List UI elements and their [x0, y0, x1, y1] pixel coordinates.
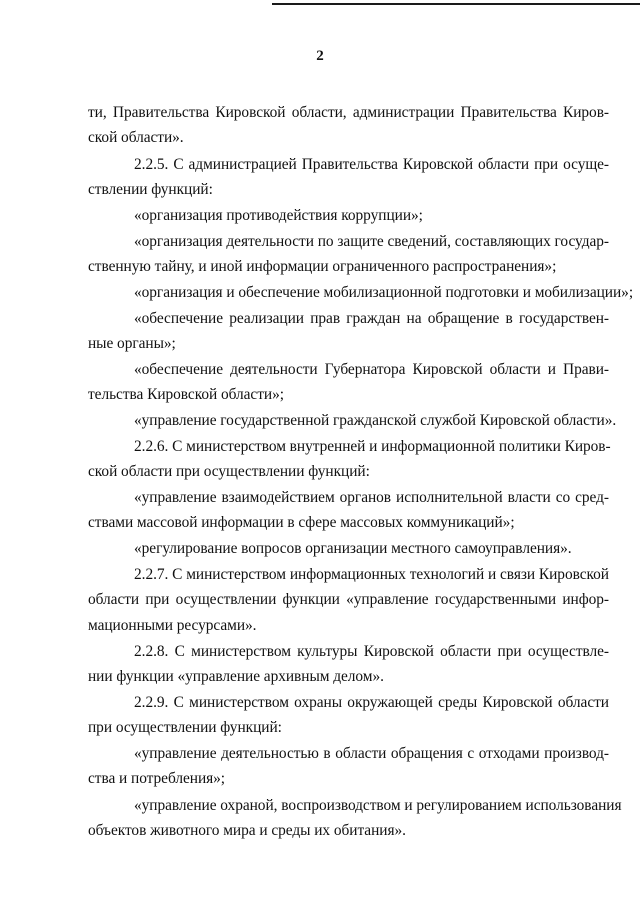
text-line: ственную тайну, и иной информации ограниченного распространения»;	[88, 258, 557, 275]
text-line: «обеспечение деятельности Губернатора Кировской области и Прави-	[134, 361, 609, 378]
text-line: при осуществлении функций:	[88, 719, 282, 736]
text-line: 2.2.6. С министерством внутренней и информационной политики Киров-	[134, 438, 611, 455]
text-line: ской области».	[88, 129, 184, 146]
text-line: 2.2.8. С министерством культуры Кировской области при осуществле-	[134, 643, 609, 660]
text-line: «управление взаимодействием органов исполнительной власти со сред-	[134, 489, 609, 506]
text-line: «организация и обеспечение мобилизационной подготовки и мобилизации»;	[134, 284, 634, 301]
text-line: тельства Кировской области»;	[88, 386, 284, 403]
text-line: «управление охраной, воспроизводством и регулированием использования	[134, 797, 622, 814]
text-line: «организация противодействия коррупции»;	[134, 207, 423, 224]
text-line: мационными ресурсами».	[88, 617, 257, 634]
text-line: 2.2.7. С министерством информационных технологий и связи Кировской	[134, 566, 609, 583]
text-line: «управление государственной гражданской службой Кировской области».	[134, 412, 617, 429]
text-line: нии функции «управление архивным делом».	[88, 668, 384, 685]
top-rule	[272, 3, 640, 5]
text-line: области при осуществлении функции «управление государственными инфор-	[88, 591, 609, 608]
text-line: ствами массовой информации в сфере массовых коммуникаций»;	[88, 514, 515, 531]
text-line: «обеспечение реализации прав граждан на обращение в государствен-	[134, 310, 609, 327]
text-line: объектов животного мира и среды их обитания».	[88, 822, 406, 839]
text-line: «регулирование вопросов организации местного самоуправления».	[134, 540, 572, 557]
text-line: ствлении функций:	[88, 181, 213, 198]
text-line: ные органы»;	[88, 335, 176, 352]
text-line: 2.2.9. С министерством охраны окружающей среды Кировской области	[134, 694, 609, 711]
page-number: 2	[316, 48, 324, 64]
text-line: «управление деятельностью в области обращения с отходами производ-	[134, 745, 609, 762]
text-line: 2.2.5. С администрацией Правительства Кировской области при осуще-	[134, 156, 609, 173]
text-line: «организация деятельности по защите сведений, составляющих государ-	[134, 233, 609, 250]
text-line: ти, Правительства Кировской области, администрации Правительства Киров-	[88, 104, 609, 121]
text-line: ской области при осуществлении функций:	[88, 463, 370, 480]
text-line: ства и потребления»;	[88, 770, 226, 787]
